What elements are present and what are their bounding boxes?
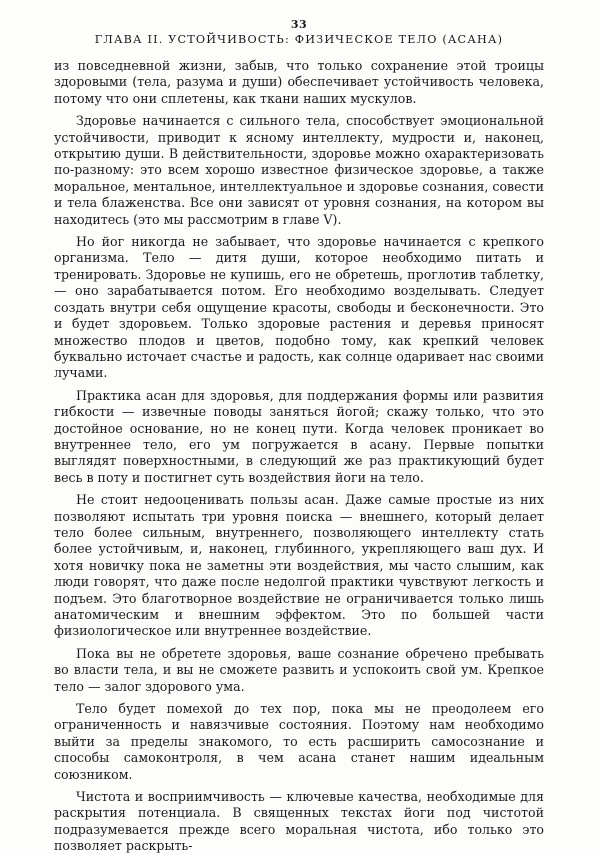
- paragraph: Здоровье начинается с сильного тела, способствует эмоциональной устойчивости, приводит к ясному интеллекту, мудрости и, наконец, открытию души. В действительности, здоровье можно охарактеризовать по-разному: это всем хорошо известное физическое здоровье, а также моральное, ментальное, интеллектуальное и здоровье сознания, совести и тела блаженства. Все они зависят от уровня сознания, на котором вы находитесь (это мы рассмотрим в главе V).: [54, 113, 544, 227]
- paragraph: из повседневной жизни, забыв, что только сохранение этой троицы здоровыми (тела, разума и души) обеспечивает устойчивость человека, потому что они сплетены, как ткани наших мускулов.: [54, 58, 544, 106]
- paragraph: Не стоит недооценивать пользы асан. Даже самые простые из них позволяют испытать три уровня поиска — внешнего, который делает тело более сильным, внутреннего, позволяющего интеллекту стать более устойчивым, и, наконец, глубинного, укрепляющего ваш дух. И хотя новичку пока не заметны эти воздействия, мы часто слышим, как люди говорят, что даже после недолгой практики чувствуют легкость и подъем. Это благотворное воздействие не ограничивается только лишь анатомическим и внешним эффектом. Это по большей части физиологическое или внутреннее воздействие.: [54, 492, 544, 639]
- running-head: ГЛАВА II. УСТОЙЧИВОСТЬ: ФИЗИЧЕСКОЕ ТЕЛО (АСАНА): [94, 33, 504, 46]
- page-number: 33: [290, 18, 308, 31]
- body-text: [54, 58, 544, 855]
- paragraph: Практика асан для здоровья, для поддержания формы или развития гибкости — извечные поводы заняться йогой; скажу только, что это достойное основание, но не конец пути. Когда человек проникает во внутреннее тело, его ум погружается в асану. Первые попытки выглядят поверхностными, в следующий же раз практикующий будет весь в поту и постигнет суть воздействия йоги на тело.: [54, 387, 544, 485]
- paragraph: Тело будет помехой до тех пор, пока мы не преодолеем его ограниченность и навязчивые состояния. Поэтому нам необходимо выйти за пределы знакомого, то есть расширить самосознание и способы самоконтроля, в чем асана станет нашим идеальным союзником.: [54, 701, 544, 782]
- paragraph: Но йог никогда не забывает, что здоровье начинается с крепкого организма. Тело — дитя души, которое необходимо питать и тренировать. Здоровье не купишь, его не обретешь, проглотив таблетку, — оно зарабатывается потом. Его необходимо возделывать. Следует создать внутри себя ощущение красоты, свободы и бесконечности. Это и будет здоровьем. Только здоровые растения и деревья приносят множество плодов и цветов, подобно тому, как крепкий человек буквально источает счастье и радость, как солнце одаривает нас своими лучами.: [54, 234, 544, 381]
- paragraph: Чистота и восприимчивость — ключевые качества, необходимые для раскрытия потенциала. В священных текстах йоги под чистотой подразумевается прежде всего моральная чистота, ибо только это позволяет раскрыть-: [54, 789, 544, 854]
- paragraph: Пока вы не обретете здоровья, ваше сознание обречено пребывать во власти тела, и вы не сможете развить и успокоить свой ум. Крепкое тело — залог здорового ума.: [54, 645, 544, 694]
